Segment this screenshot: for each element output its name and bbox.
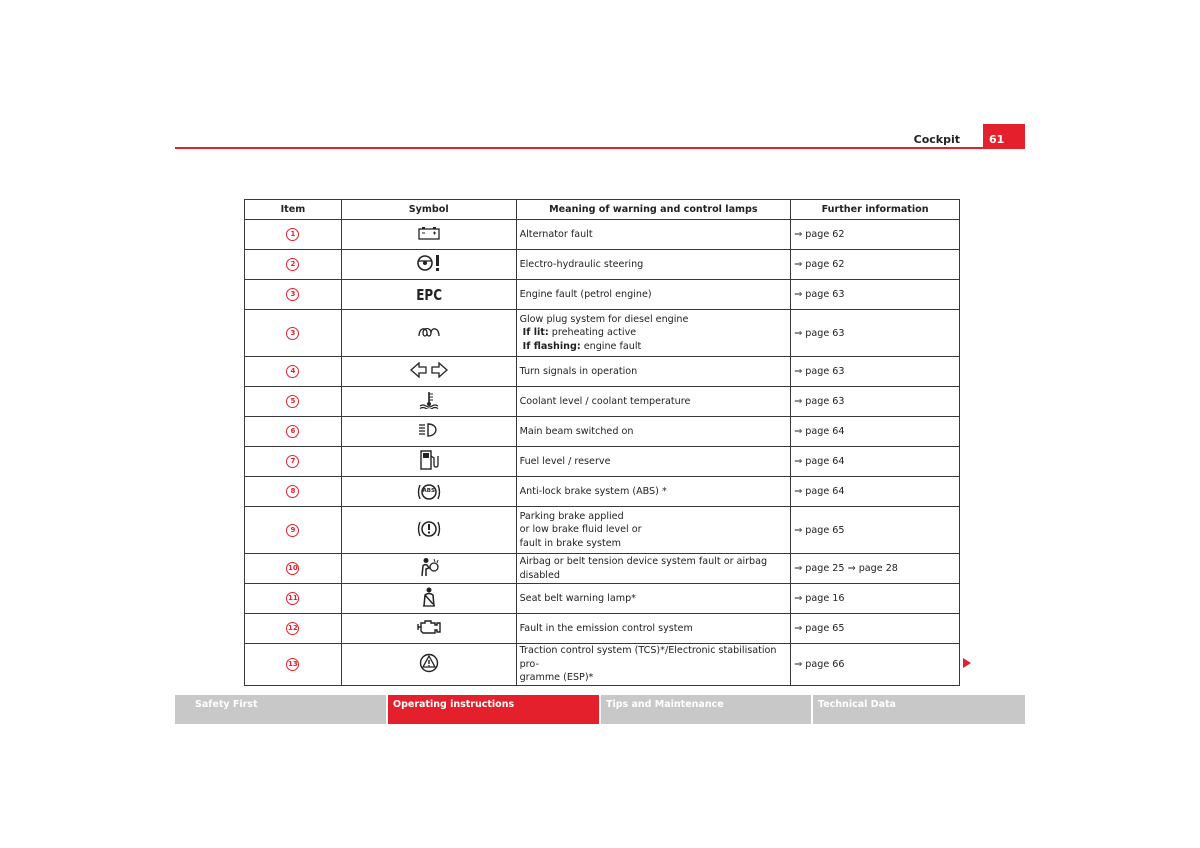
page-link[interactable]: page 64 [805, 486, 845, 497]
lamp-meaning: Anti-lock brake system (ABS) * [516, 477, 791, 507]
lamp-meaning: Fuel level / reserve [516, 447, 791, 477]
meaning-line: If lit: preheating active [522, 327, 637, 339]
table-row [245, 220, 960, 250]
page-link[interactable]: page 64 [805, 426, 845, 437]
next-page-arrow-icon[interactable] [963, 658, 971, 668]
lamp-meaning [516, 310, 791, 357]
column-header-meaning: Meaning of warning and control lamps [516, 200, 791, 220]
meaning-line: fault in brake system [519, 537, 621, 549]
meaning-line: gramme (ESP)* [519, 672, 594, 684]
column-header-info: Further information [791, 200, 960, 220]
table-row [245, 644, 960, 686]
further-info: ⇒ page 63 [791, 280, 960, 310]
seat-belt-icon [420, 587, 438, 610]
fuel-icon [419, 450, 439, 473]
further-info: ⇒ page 64 [791, 447, 960, 477]
lamp-meaning: Alternator fault [516, 220, 791, 250]
page-link[interactable]: page 63 [805, 289, 845, 300]
table-row [245, 387, 960, 417]
page-link[interactable]: page 28 [858, 563, 898, 574]
further-info: ⇒ page 65 [791, 507, 960, 554]
page-link[interactable]: page 62 [805, 229, 845, 240]
item-number: 4 [286, 365, 299, 378]
steering-warning-icon [417, 254, 441, 275]
esp-icon [419, 653, 439, 676]
meaning-line: or low brake fluid level or [519, 524, 642, 536]
further-info: ⇒ page 66 [791, 644, 960, 686]
further-info: ⇒ page 63 [791, 387, 960, 417]
item-number: 3 [286, 327, 299, 340]
table-row [245, 310, 960, 357]
further-info: ⇒ page 62 [791, 220, 960, 250]
brake-warning-icon [417, 519, 441, 542]
glow-plug-icon [418, 325, 440, 342]
table-row [245, 614, 960, 644]
item-number: 3 [286, 288, 299, 301]
page-link[interactable]: page 66 [805, 658, 845, 670]
table-row [245, 584, 960, 614]
tab-safety-first[interactable]: Safety First [175, 695, 386, 724]
epc-icon: EPC [415, 285, 442, 304]
table-row [245, 554, 960, 584]
table-row [245, 250, 960, 280]
column-header-symbol: Symbol [341, 200, 516, 220]
page-link[interactable]: page 65 [805, 623, 845, 634]
lamp-meaning [516, 507, 791, 554]
item-number: 8 [286, 485, 299, 498]
item-number: 9 [286, 524, 299, 537]
further-info: ⇒ page 65 [791, 614, 960, 644]
column-header-item: Item [245, 200, 342, 220]
item-number: 12 [286, 622, 299, 635]
further-info: ⇒ page 64 [791, 417, 960, 447]
further-info: ⇒ page 63 [791, 310, 960, 357]
warning-lamps-table [244, 199, 960, 686]
page-link[interactable]: page 16 [805, 593, 845, 604]
further-info: ⇒ page 25 ⇒ page 28 [791, 554, 960, 584]
page-link[interactable]: page 64 [805, 456, 845, 467]
item-number: 1 [286, 228, 299, 241]
abs-icon: ABS [417, 482, 441, 502]
lamp-meaning: Main beam switched on [516, 417, 791, 447]
further-info: ⇒ page 16 [791, 584, 960, 614]
header-rule [175, 147, 1025, 149]
table-row [245, 447, 960, 477]
table-header-row [245, 200, 960, 220]
page-link[interactable]: page 63 [805, 396, 845, 407]
lamp-meaning: Seat belt warning lamp* [516, 584, 791, 614]
lamp-meaning: Airbag or belt tension device system fault or airbag disabled [516, 554, 791, 584]
page-link[interactable]: page 65 [805, 524, 845, 536]
engine-emission-icon [417, 619, 441, 638]
page-link[interactable]: page 25 [805, 563, 845, 574]
tab-technical-data[interactable]: Technical Data [813, 695, 1025, 724]
turn-signals-icon [410, 362, 448, 381]
table-row [245, 507, 960, 554]
page-number: 61 [983, 124, 1025, 149]
item-number: 6 [286, 425, 299, 438]
table-row [245, 280, 960, 310]
meaning-line: If flashing: engine fault [522, 340, 642, 352]
tab-operating-instructions[interactable]: Operating instructions [388, 695, 599, 724]
lamp-meaning: Engine fault (petrol engine) [516, 280, 791, 310]
main-beam-icon [418, 423, 440, 440]
item-number: 7 [286, 455, 299, 468]
lamp-meaning: Electro-hydraulic steering [516, 250, 791, 280]
meaning-line: Glow plug system for diesel engine [519, 313, 689, 325]
table-row [245, 477, 960, 507]
battery-icon [418, 226, 440, 243]
airbag-icon [418, 557, 440, 580]
further-info: ⇒ page 64 [791, 477, 960, 507]
item-number: 10 [286, 562, 299, 575]
item-number: 13 [286, 658, 299, 671]
section-title: Cockpit [913, 133, 960, 146]
lamp-meaning: Turn signals in operation [516, 357, 791, 387]
further-info: ⇒ page 62 [791, 250, 960, 280]
meaning-line: Traction control system (TCS)*/Electronic stabilisation pro- [519, 645, 777, 670]
item-number: 5 [286, 395, 299, 408]
lamp-meaning: Fault in the emission control system [516, 614, 791, 644]
table-row [245, 417, 960, 447]
lamp-meaning [516, 644, 791, 686]
item-number: 2 [286, 258, 299, 271]
meaning-line: Parking brake applied [519, 510, 624, 522]
tab-tips-and-maintenance[interactable]: Tips and Maintenance [601, 695, 811, 724]
page-link[interactable]: page 62 [805, 259, 845, 270]
further-info: ⇒ page 63 [791, 357, 960, 387]
page-link[interactable]: page 63 [805, 366, 845, 377]
item-number: 11 [286, 592, 299, 605]
coolant-icon [418, 391, 440, 412]
footer-nav [175, 695, 1025, 724]
page-link[interactable]: page 63 [805, 327, 845, 339]
table-row [245, 357, 960, 387]
lamp-meaning: Coolant level / coolant temperature [516, 387, 791, 417]
